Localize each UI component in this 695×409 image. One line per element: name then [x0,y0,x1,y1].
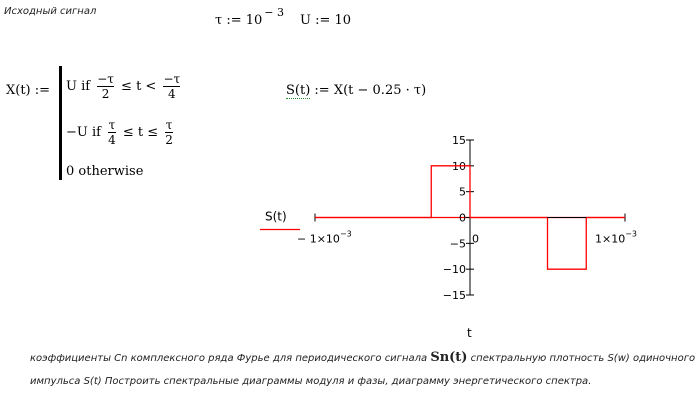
footer-line-1-a: коэффициенты Сn комплексного ряда Фурье для периодического сигнала [30,353,428,364]
case2-fraction-left: $\frac{\tau}{4}$ [108,118,116,147]
footer-line-1-c: спектральную плотность S(w) одиночного [470,353,695,364]
y-tick-label: −15 [442,289,466,302]
signal-plot[interactable] [250,130,650,345]
y-tick-label: 15 [452,134,466,147]
tau-exponent: − 3 [264,6,285,19]
u-definition: U := 10 [300,13,352,28]
x-max-label: $1\times 10^{-3}$ [595,229,638,246]
y-tick-label: 0 [459,211,466,225]
y-tick-label: −5 [449,237,466,251]
case2-op: ≤ t ≤ [122,125,159,140]
piecewise-case-2 [66,118,176,147]
x-zero-label: 0 [472,232,479,246]
tau-lhs: τ := [215,13,242,28]
footer-line-1 [30,350,695,365]
case1-expr: U if [66,79,91,94]
case1-fraction-right: $\frac{-\tau}{4}$ [163,72,181,101]
plot-layer [260,134,637,340]
piecewise-brace [59,66,62,180]
case2-fraction-right: $\frac{\tau}{2}$ [165,118,173,147]
case2-expr: −U if [66,125,101,140]
y-tick-label: −10 [442,263,466,277]
s-rhs: := X(t − 0.25 · τ) [314,83,427,98]
tau-definition [215,6,285,28]
x-max-exponent: −3 [625,229,638,239]
footer-line-2: импульса S(t) Построить спектральные диаграммы модуля и фазы, диаграмму энергетического спектра. [30,376,592,387]
y-tick-label: 5 [459,185,466,199]
footer-sn: Sn(t) [430,350,468,365]
case1-fraction-left: $\frac{-\tau}{2}$ [97,72,114,101]
piecewise-case-1 [66,72,183,101]
s-definition [286,83,426,98]
piecewise-case-3: 0 otherwise [66,164,144,179]
x-min-exponent: −3 [339,229,352,239]
tau-base: 10 [245,13,263,28]
s-lhs: S(t) [286,83,311,98]
x-axis-label: t [467,326,472,340]
heading-note: Исходный сигнал [4,6,97,17]
x-lhs: X(t) := [6,83,51,98]
legend-label: S(t) [265,209,287,224]
case1-op: ≤ t < [121,79,157,94]
y-tick-label: 10 [452,159,466,173]
x-min-label: − $1\times 10^{-3}$ [297,229,352,246]
